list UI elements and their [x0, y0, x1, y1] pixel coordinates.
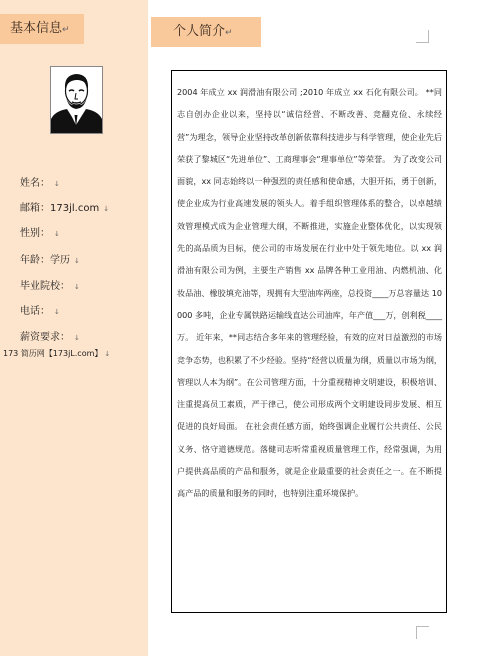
gender-field	[20, 224, 60, 239]
age-education-label: 年龄：学历	[20, 255, 70, 266]
line-break-mark-icon: ↓	[104, 350, 111, 358]
profile-photo	[50, 66, 103, 134]
age-education-field	[20, 251, 80, 266]
email-field	[20, 199, 109, 214]
profile-body-text: 2004 年成立 xx 润滑油有限公司 ;2010 年成立 xx 石化有限公司。 **同志自创办企业以来，坚持以“诚信经营、不断改善、竞翻克俭、永续经营”为理念，领导企业坚持改革创新依靠科技进步与科学管理，使企业先后荣获了黎城区“先进单位”、工商理事会“理事单位”等荣誉。 为了改变公司面貌，xx 同志始终以一种强烈的责任感和使命感，大胆开拓，勇于创新，使企业成为行业高速发展的领头人。着手组织管理体系的整合，以卓越绩效管理模式成为企业管理大纲，不断推进，实施企业整体优化，以实现领先的高品质为目标，使公司的市场发展在行业中处于领先地位。以 xx 润滑油有限公司为例，主要生产销售 xx 品牌各种工业用油、内燃机油、化妆品油、橡胶填充油等，现拥有大型油库两座，总投资____万总容量达 10000 多吨，企业专属铁路运输线直达公司油库，年产值___万，创利税____万。 近年来，**同志结合多年来的管理经验，有效的应对日益激烈的市场竞争态势，也积累了不少经验。坚持“经营以质量为纲，质量以市场为纲，管理以人本为纲”。在公司管理方面，十分重视精神文明建设，积极培训、注重提高员工素质，严于律己，使公司形成两个文明建设同步发展、相互促进的良好局面。 在社会责任感方面，始终强调企业履行公共责任、公民义务、恪守道德规范。落健司志听常重视质量管理工作，经常强调，为用户提供高品质的产品和服务，就是企业最重要的社会责任之一。在不断提高产品的质量和服务的同时，也特别注重环境保护。	[177, 87, 442, 499]
watermark-text: 173 简历网【173jL.com】	[3, 349, 103, 358]
basic-info-heading	[0, 14, 84, 44]
margin-corner-mark	[416, 30, 429, 43]
line-break-mark-icon: ↓	[74, 334, 80, 342]
watermark-note	[3, 348, 110, 359]
name-label: 姓名：	[20, 178, 50, 189]
margin-corner-mark	[416, 626, 429, 639]
line-break-mark-icon: ↓	[74, 283, 80, 291]
salary-label: 薪资要求：	[20, 332, 70, 343]
line-break-mark-icon: ↓	[54, 180, 60, 188]
return-mark-icon: ↵	[225, 28, 233, 38]
gender-label: 性别：	[20, 228, 50, 239]
salary-field	[20, 328, 80, 343]
line-break-mark-icon: ↓	[54, 230, 60, 238]
profile-heading	[151, 17, 261, 47]
phone-field	[20, 302, 60, 317]
email-label: 邮箱：173jl.com	[20, 203, 100, 214]
line-break-mark-icon: ↓	[54, 308, 60, 316]
school-label: 毕业院校：	[20, 281, 70, 292]
column-divider	[148, 0, 151, 656]
name-field	[20, 174, 60, 189]
basic-info-heading-text: 基本信息	[10, 21, 63, 36]
profile-heading-text: 个人简介	[173, 24, 226, 39]
return-mark-icon: ↵	[62, 25, 70, 35]
profile-text-box[interactable]	[171, 70, 447, 613]
line-break-mark-icon: ↓	[103, 205, 110, 213]
school-field	[20, 277, 80, 292]
phone-label: 电话：	[20, 306, 50, 317]
line-break-mark-icon: ↓	[74, 257, 80, 265]
portrait-image	[51, 67, 102, 133]
